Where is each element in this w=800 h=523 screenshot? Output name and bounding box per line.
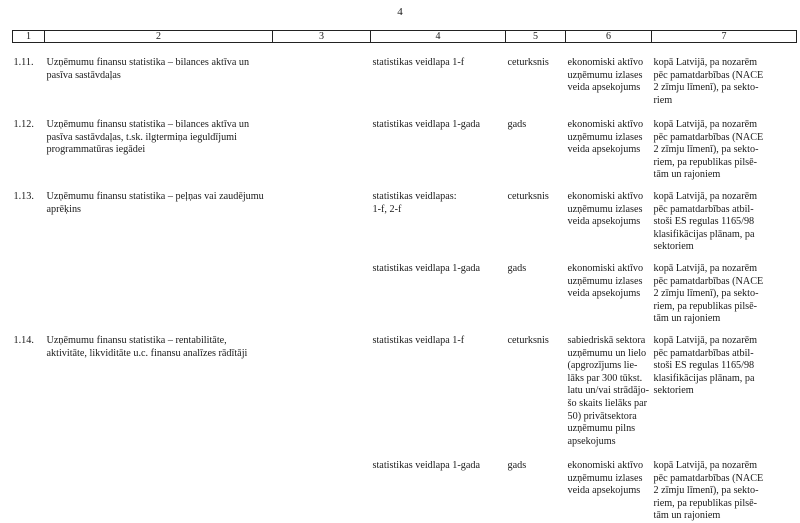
row-number (13, 460, 45, 523)
row-number: 1.12. (13, 119, 34, 130)
indicator-name (45, 263, 273, 335)
indicator-name (45, 460, 273, 523)
table-row (13, 263, 797, 335)
table-row (13, 119, 797, 191)
column-header: 2 (45, 31, 273, 43)
indicator-name: Uzņēmumu finansu statistika – rentabilitāte, aktivitāte, likviditāte u.c. finansu analīzes rādītāji (46, 335, 248, 359)
breakdown: kopā Latvijā, pa nozarēm pēc pamatdarbības (NACE 2 zīmju līmenī), pa sekto- riem, pa republikas pilsē- tām un rajoniem (653, 263, 764, 325)
data-source-form: statistikas veidlapa 1-gada (372, 119, 481, 130)
breakdown: kopā Latvijā, pa nozarēm pēc pamatdarbības atbil- stoši ES regulas 1165/98 klasifikācijas plānam, pa sektoriem (653, 191, 758, 253)
column-header: 4 (371, 31, 506, 43)
table-row (13, 57, 797, 119)
data-source-form: statistikas veidlapa 1-f (372, 57, 465, 68)
column-number-row (13, 31, 797, 43)
page-number: 4 (397, 6, 403, 18)
periodicity: gads (507, 263, 527, 274)
breakdown: kopā Latvijā, pa nozarēm pēc pamatdarbības atbil- stoši ES regulas 1165/98 klasifikācijas plānam, pa sektoriem (653, 335, 758, 397)
column-3-cell (273, 263, 371, 335)
breakdown: kopā Latvijā, pa nozarēm pēc pamatdarbības (NACE 2 zīmju līmenī), pa sekto- riem (653, 57, 764, 106)
column-header: 7 (652, 31, 797, 43)
row-number: 1.13. (13, 191, 34, 202)
column-3-cell (273, 191, 371, 263)
column-3-cell (273, 335, 371, 460)
periodicity: ceturksnis (507, 191, 549, 202)
data-source-form: statistikas veidlapa 1-gada (372, 263, 481, 274)
periodicity: gads (507, 119, 527, 130)
breakdown: kopā Latvijā, pa nozarēm pēc pamatdarbības (NACE 2 zīmju līmenī), pa sekto- riem, pa republikas pilsē- tām un rajoniem (653, 460, 764, 522)
row-number: 1.14. (13, 335, 34, 346)
periodicity: gads (507, 460, 527, 471)
row-number (13, 263, 45, 335)
table-row (13, 335, 797, 460)
column-header: 5 (506, 31, 566, 43)
breakdown: kopā Latvijā, pa nozarēm pēc pamatdarbības (NACE 2 zīmju līmenī), pa sekto- riem, pa republikas pilsē- tām un rajoniem (653, 119, 764, 181)
data-source-form: statistikas veidlapa 1-f (372, 335, 465, 346)
survey-method: ekonomiski aktīvo uzņēmumu izlases veida apsekojums (567, 57, 644, 94)
data-source-form: statistikas veidlapas: 1-f, 2-f (372, 191, 457, 215)
column-3-cell (273, 460, 371, 523)
survey-method: sabiedriskā sektora uzņēmumu un lielo (apgrozījums lie- lāks par 300 tūkst. latu un/vai strādājo- šo skaits lielāks par 50) privātsektora uzņēmumu pilns apsekojums (567, 335, 649, 447)
column-3-cell (273, 57, 371, 119)
indicator-name: Uzņēmumu finansu statistika – peļņas vai zaudējumu aprēķins (46, 191, 264, 215)
table-row (13, 191, 797, 263)
statistics-table (12, 30, 797, 523)
column-header: 3 (273, 31, 371, 43)
data-source-form: statistikas veidlapa 1-gada (372, 460, 481, 471)
periodicity: ceturksnis (507, 57, 549, 68)
periodicity: ceturksnis (507, 335, 549, 346)
survey-method: ekonomiski aktīvo uzņēmumu izlases veida apsekojums (567, 460, 644, 497)
survey-method: ekonomiski aktīvo uzņēmumu izlases veida apsekojums (567, 119, 644, 156)
indicator-name: Uzņēmumu finansu statistika – bilances aktīva un pasīva sastāvdaļas, t.sk. ilgtermiņa ieguldījumi programmatūras iegādei (46, 119, 250, 156)
column-header: 1 (13, 31, 45, 43)
column-header: 6 (566, 31, 652, 43)
survey-method: ekonomiski aktīvo uzņēmumu izlases veida apsekojums (567, 263, 644, 300)
table-row (13, 460, 797, 523)
survey-method: ekonomiski aktīvo uzņēmumu izlases veida apsekojums (567, 191, 644, 228)
column-3-cell (273, 119, 371, 191)
row-number: 1.11. (13, 57, 34, 68)
indicator-name: Uzņēmumu finansu statistika – bilances aktīva un pasīva sastāvdaļas (46, 57, 250, 81)
